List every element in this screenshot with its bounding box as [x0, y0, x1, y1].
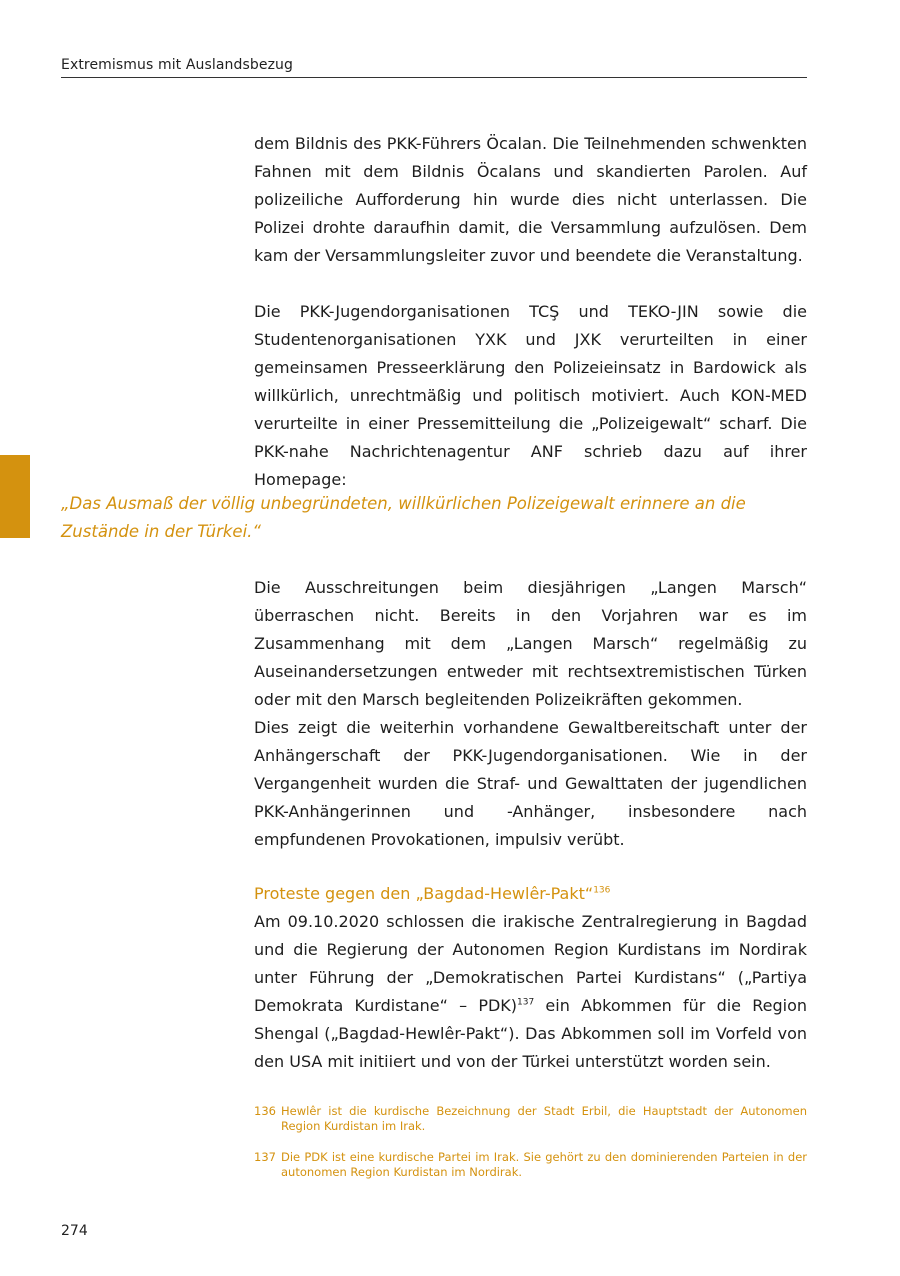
section-heading: [254, 880, 610, 908]
footnote-text: Hewlêr ist die kurdische Bezeichnung der Stadt Erbil, die Hauptstadt der Autonomen Region Kurdistan im Irak.: [281, 1104, 807, 1133]
paragraph-5-part1: Am 09.10.2020 schlossen die irakische Zentralregierung in Bagdad und die Regierung der Autonomen Region Kurdistans im Nordirak unter Führung der „Demokratischen Partei Kurdistans“ („Partiya Demokrata Kurdistane“ – PDK): [254, 912, 807, 1015]
chapter-marker-bar: [0, 455, 30, 538]
footnote-number: 136: [254, 1104, 276, 1118]
paragraph-1: [254, 130, 807, 270]
paragraph-4-text: Dies zeigt die weiterhin vorhandene Gewaltbereitschaft unter der Anhängerschaft der PKK-Jugendorganisationen. Wie in der Vergangenheit wurden die Straf- und Gewalttaten der jugendlichen PKK-Anhängerinnen und -Anhänger, insbesondere nach empfundenen Provokationen, impulsiv verübt.: [254, 718, 807, 849]
paragraph-2: [254, 298, 807, 494]
paragraph-5-part2: ein Abkommen für die Region Shengal („Bagdad-Hewlêr-Pakt“). Das Abkommen soll im Vorfeld von den USA mit initiiert und von der Türkei unterstützt worden sein.: [254, 996, 808, 1071]
highlight-quote: „Das Ausmaß der völlig unbegründeten, willkürlichen Polizeigewalt erinnere an die Zustände in der Türkei.“: [61, 494, 746, 541]
paragraph-1-text: dem Bildnis des PKK-Führers Öcalan. Die Teilnehmenden schwenkten Fahnen mit dem Bildnis Öcalans und skandierten Parolen. Auf polizeiliche Aufforderung hin wurde dies nicht unterlassen. Die Polizei drohte daraufhin damit, die Versammlung aufzulösen. Dem kam der Versammlungsleiter zuvor und beendete die Veranstaltung.: [254, 134, 807, 265]
running-header: Extremismus mit Auslandsbezug: [61, 57, 807, 78]
footnote-ref-136[interactable]: 136: [593, 885, 611, 896]
paragraph-5-text: [254, 908, 807, 1076]
footnote-ref-137[interactable]: 137: [517, 997, 535, 1008]
footnote-number: 137: [254, 1150, 276, 1164]
paragraph-2-text: Die PKK-Jugendorganisationen TCŞ und TEKO-JIN sowie die Studentenorganisationen YXK und JXK verurteilten in einer gemeinsamen Presseerklärung den Polizeieinsatz in Bardowick als willkürlich, unrechtmäßig und politisch motiviert. Auch KON-MED verurteilte in einer Pressemitteilung die „Polizeigewalt“ scharf. Die PKK-nahe Nachrichtenagentur ANF schrieb dazu auf ihrer Homepage:: [254, 302, 807, 489]
section-heading-text: Proteste gegen den „Bagdad-Hewlêr-Pakt“: [254, 884, 594, 903]
footnote-136: [254, 1104, 807, 1134]
footnotes: [254, 1104, 807, 1196]
footnote-text: Die PDK ist eine kurdische Partei im Irak. Sie gehört zu den dominierenden Parteien in der autonomen Region Kurdistan im Nordirak.: [281, 1150, 807, 1179]
paragraph-3: [254, 574, 807, 854]
paragraph-5: [254, 908, 807, 1076]
page-number: 274: [61, 1223, 88, 1239]
footnote-137: [254, 1150, 807, 1180]
paragraph-3-text: Die Ausschreitungen beim diesjährigen „Langen Marsch“ überraschen nicht. Bereits in den Vorjahren war es im Zusammenhang mit dem „Langen Marsch“ regelmäßig zu Auseinandersetzungen entweder mit rechtsextremistischen Türken oder mit den Marsch begleitenden Polizeikräften gekommen.: [254, 578, 807, 709]
